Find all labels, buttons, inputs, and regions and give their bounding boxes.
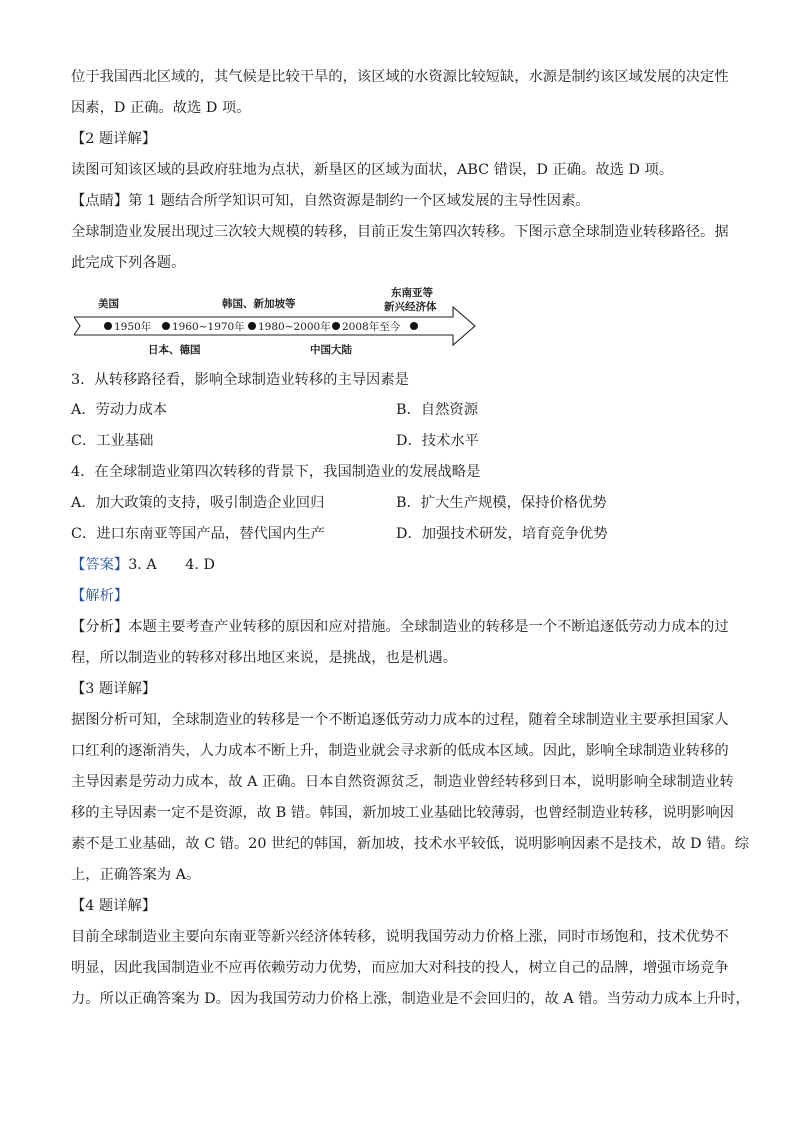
q4-detail-line: 力。所以正确答案为 D。因为我国劳动力价格上涨，制造业是不会回归的，故 A 错。当劳动力成本上升时， xyxy=(71,991,750,1007)
timeline-dot xyxy=(104,322,112,330)
q3-detail-heading: 【3 题详解】 xyxy=(71,681,157,697)
q4-option-c: C．进口东南亚等国产品，替代国内生产 xyxy=(71,526,325,542)
label-southeast-asia-2: 新兴经济体 xyxy=(384,301,437,313)
label-usa: 美国 xyxy=(98,298,119,310)
q3-option-b: B．自然资源 xyxy=(396,402,478,418)
period-label: 2008年至今 xyxy=(342,321,401,333)
q3-detail-line: 口红利的逐渐消失，人力成本不断上升，制造业就会寻求新的低成本区域。因此，影响全球制造业转移的 xyxy=(71,743,729,759)
timeline-dot xyxy=(248,322,256,330)
paragraph-line: 位于我国西北区域的，其气候是比较干旱的，该区域的水资源比较短缺，水源是制约该区域发展的决定性 xyxy=(71,69,729,85)
q3-detail-line: 上，正确答案为 A。 xyxy=(71,867,201,883)
q2-heading: 【2 题详解】 xyxy=(71,131,157,147)
period-label: 1980~2000年 xyxy=(258,321,331,333)
fenxi-text: 本题主要考查产业转移的原因和应对措施。全球制造业的转移是一个不断追逐低劳动力成本的过 xyxy=(128,619,729,635)
intro-line: 全球制造业发展出现过三次较大规模的转移，目前正发生第四次转移。下图示意全球制造业转移路径。据 xyxy=(71,224,729,240)
fenxi-label: 【分析】 xyxy=(71,619,129,635)
dianjing-text: 第 1 题结合所学知识可知，自然资源是制约一个区域发展的主导性因素。 xyxy=(128,193,590,209)
label-korea-singapore: 韩国、新加坡等 xyxy=(222,298,296,310)
q4-stem: 4．在全球制造业第四次转移的背景下，我国制造业的发展战略是 xyxy=(71,464,481,480)
transfer-path-diagram xyxy=(74,287,478,360)
dianjing-note xyxy=(71,191,727,211)
timeline-dot xyxy=(410,322,418,330)
label-southeast-asia-1: 东南亚等 xyxy=(391,287,433,299)
q3-stem: 3．从转移路径看，影响全球制造业转移的主导因素是 xyxy=(71,372,409,388)
label-japan-germany: 日本、德国 xyxy=(148,344,201,356)
q3-detail-line: 素不是工业基础，故 C 错。20 世纪的韩国，新加坡，技术水平较低，说明影响因素不是技术，故 D 错。综 xyxy=(71,836,750,852)
timeline-dot xyxy=(162,322,170,330)
q4-detail-line: 明显，因此我国制造业不应再依赖劳动力优势，而应加大对科技的投人，树立自己的品牌，增强市场竞争 xyxy=(71,960,729,976)
q3-detail-line: 据图分析可知，全球制造业的转移是一个不断追逐低劳动力成本的过程，随着全球制造业主要承担国家人 xyxy=(71,712,729,728)
answer-line xyxy=(71,555,727,575)
q3-option-c: C．工业基础 xyxy=(71,433,154,449)
analysis-label: 【解析】 xyxy=(71,588,129,604)
q4-detail-line: 目前全球制造业主要向东南亚等新兴经济体转移，说明我国劳动力价格上涨，同时市场饱和，技术优势不 xyxy=(71,929,729,945)
q4-detail-heading: 【4 题详解】 xyxy=(71,898,157,914)
dianjing-label: 【点睛】 xyxy=(71,193,129,209)
q4-option-a: A．加大政策的支持，吸引制造企业回归 xyxy=(71,495,325,511)
q3-detail-line: 移的主导因素一定不是资源，故 B 错。韩国，新加坡工业基础比较薄弱，也曾经制造业转移，说明影响因 xyxy=(71,805,734,821)
paragraph-line: 读图可知该区域的县政府驻地为点状，新垦区的区域为面状，ABC 错误，D 正确。故选 D 项。 xyxy=(71,162,674,178)
answer-label: 【答案】 xyxy=(71,557,129,573)
q3-detail-line: 主导因素是劳动力成本，故 A 正确。日本自然资源贫乏，制造业曾经转移到日本，说明影响全球制造业转 xyxy=(71,774,734,790)
label-china: 中国大陆 xyxy=(310,344,352,356)
q3-option-d: D．技术水平 xyxy=(396,433,479,449)
q4-option-b: B．扩大生产规模，保持价格优势 xyxy=(396,495,607,511)
fenxi-line: 程，所以制造业的转移对移出地区来说，是挑战，也是机遇。 xyxy=(71,650,458,666)
paragraph-line: 因素，D 正确。故选 D 项。 xyxy=(71,100,251,116)
period-label: 1960~1970年 xyxy=(172,321,245,333)
q3-option-a: A．劳动力成本 xyxy=(71,402,168,418)
period-label: 1950年 xyxy=(114,321,152,333)
intro-line: 此完成下列各题。 xyxy=(71,255,186,271)
fenxi-line xyxy=(71,617,727,637)
timeline-dot xyxy=(332,322,340,330)
q4-option-d: D．加强技术研发，培育竞争优势 xyxy=(396,526,608,542)
answer-value: 3. A 4. D xyxy=(128,557,215,573)
